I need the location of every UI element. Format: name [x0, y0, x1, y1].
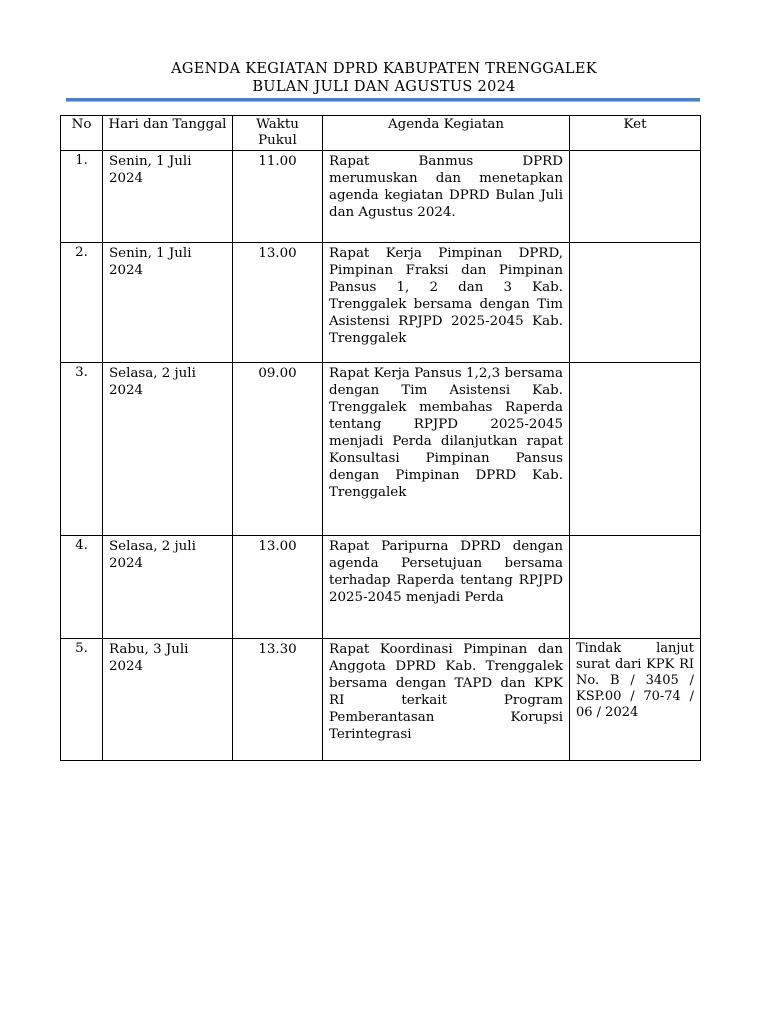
- title-divider: [66, 98, 700, 101]
- cell-agenda: Rapat Banmus DPRD merumuskan dan menetapkan agenda kegiatan DPRD Bulan Juli dan Agustus 2024.: [323, 151, 570, 243]
- agenda-table: [60, 115, 701, 761]
- document-title: [0, 60, 768, 96]
- cell-no: 5.: [61, 639, 103, 761]
- cell-ket: [570, 536, 701, 639]
- cell-no: 2.: [61, 243, 103, 363]
- cell-date: Selasa, 2 juli 2024: [103, 363, 233, 536]
- table-row: [61, 243, 701, 363]
- table-row: [61, 363, 701, 536]
- cell-ket: [570, 243, 701, 363]
- cell-date: Senin, 1 Juli 2024: [103, 151, 233, 243]
- cell-agenda: Rapat Kerja Pansus 1,2,3 bersama dengan Tim Asistensi Kab. Trenggalek membahas Raperda tentang RPJPD 2025-2045 menjadi Perda dilanjutkan rapat Konsultasi Pimpinan Pansus dengan Pimpinan DPRD Kab. Trenggalek: [323, 363, 570, 536]
- cell-time: 13.00: [233, 243, 323, 363]
- header-agenda: Agenda Kegiatan: [323, 116, 570, 151]
- table-row: [61, 151, 701, 243]
- cell-ket: [570, 151, 701, 243]
- cell-date: Senin, 1 Juli 2024: [103, 243, 233, 363]
- title-line-1: AGENDA KEGIATAN DPRD KABUPATEN TRENGGALEK: [171, 61, 597, 77]
- cell-no: 1.: [61, 151, 103, 243]
- header-no: No: [61, 116, 103, 151]
- cell-time: 09.00: [233, 363, 323, 536]
- table-header-row: [61, 116, 701, 151]
- cell-no: 4.: [61, 536, 103, 639]
- cell-time: 13.30: [233, 639, 323, 761]
- table-row: [61, 536, 701, 639]
- cell-ket: Tindak lanjut surat dari KPK RI No. B / 3405 / KSP.00 / 70-74 / 06 / 2024: [570, 639, 701, 761]
- table-row: [61, 639, 701, 761]
- header-date: Hari dan Tanggal: [103, 116, 233, 151]
- cell-date: Selasa, 2 juli 2024: [103, 536, 233, 639]
- cell-time: 11.00: [233, 151, 323, 243]
- header-time: Waktu Pukul: [233, 116, 323, 151]
- cell-agenda: Rapat Paripurna DPRD dengan agenda Persetujuan bersama terhadap Raperda tentang RPJPD 2025-2045 menjadi Perda: [323, 536, 570, 639]
- cell-agenda: Rapat Kerja Pimpinan DPRD, Pimpinan Fraksi dan Pimpinan Pansus 1, 2 dan 3 Kab. Trenggalek bersama dengan Tim Asistensi RPJPD 2025-2045 Kab. Trenggalek: [323, 243, 570, 363]
- cell-agenda: Rapat Koordinasi Pimpinan dan Anggota DPRD Kab. Trenggalek bersama dengan TAPD dan KPK RI terkait Program Pemberantasan Korupsi Terintegrasi: [323, 639, 570, 761]
- cell-date: Rabu, 3 Juli 2024: [103, 639, 233, 761]
- title-line-2: BULAN JULI DAN AGUSTUS 2024: [252, 79, 516, 95]
- header-ket: Ket: [570, 116, 701, 151]
- cell-ket: [570, 363, 701, 536]
- cell-time: 13.00: [233, 536, 323, 639]
- cell-no: 3.: [61, 363, 103, 536]
